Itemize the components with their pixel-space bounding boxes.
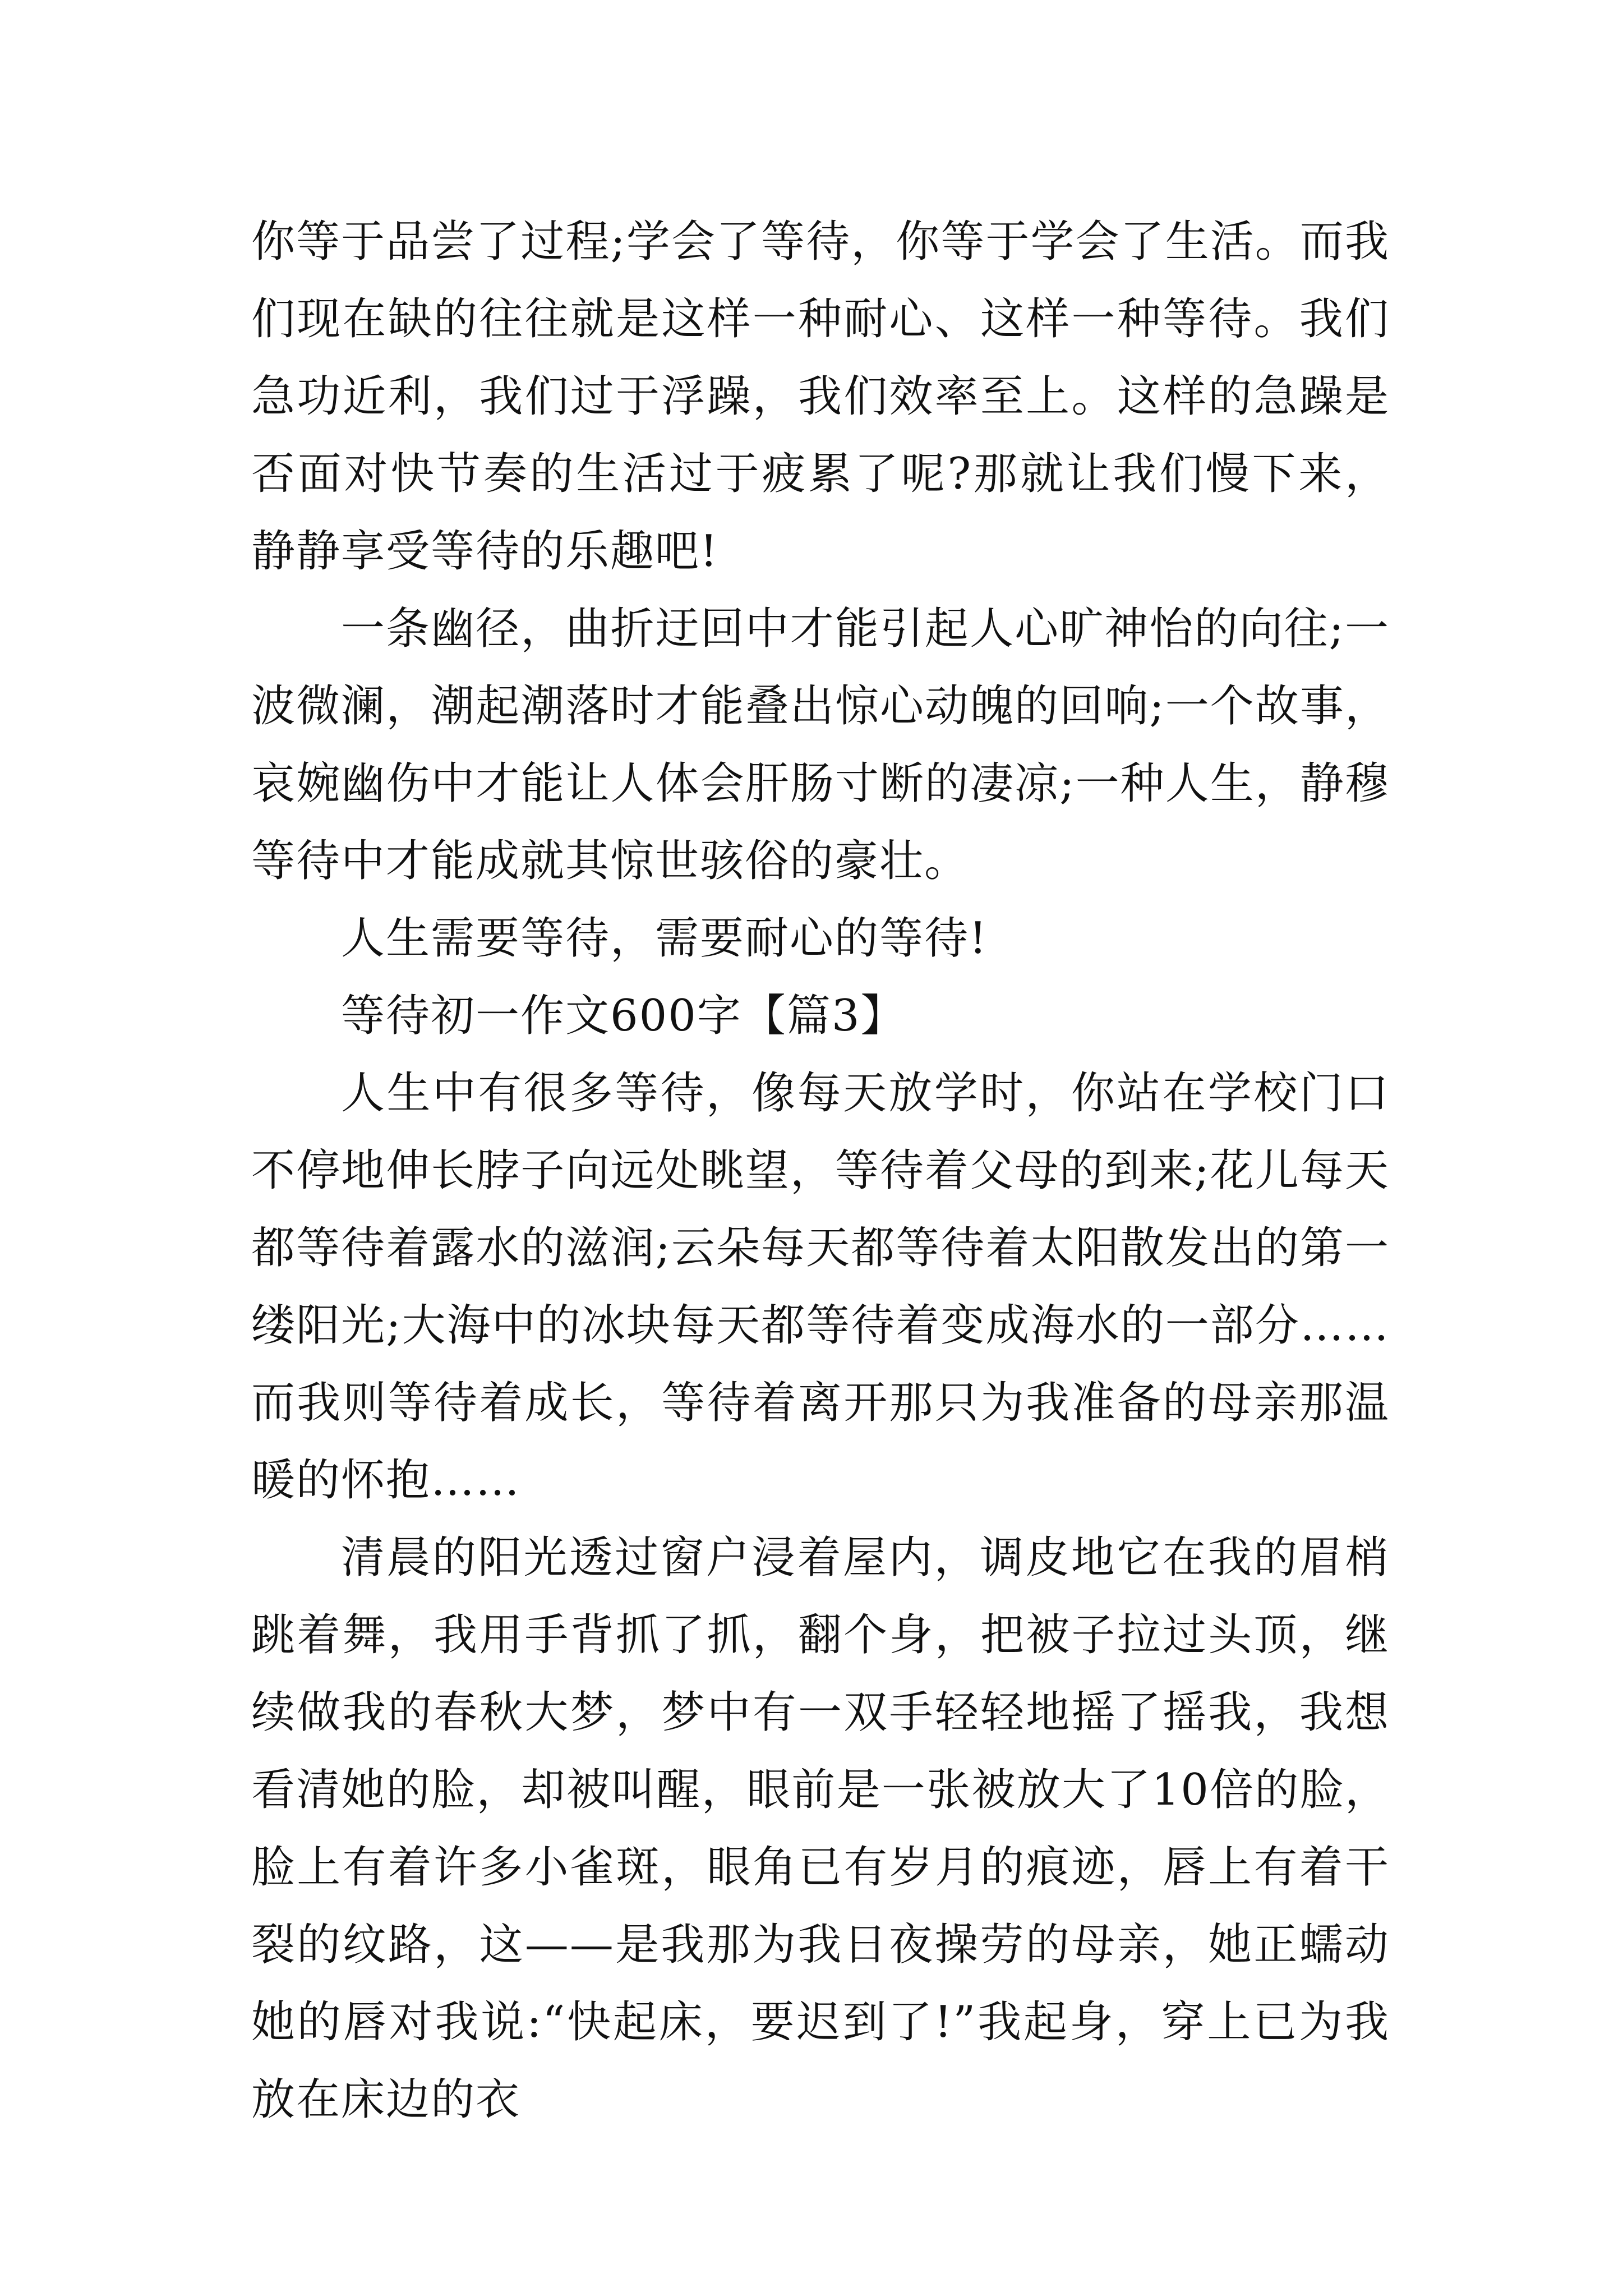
paragraph-1: 你等于品尝了过程;学会了等待，你等于学会了生活。而我们现在缺的往往就是这样一种耐心、这样一种等待。我们急功近利，我们过于浮躁，我们效率至上。这样的急躁是否面对快节奏的生活过于疲累了呢?那就让我们慢下来，静静享受等待的乐趣吧! <box>251 217 1390 577</box>
section-heading: 等待初一作文600字【篇3】 <box>341 991 906 1041</box>
paragraph-3: 人生需要等待，需要耐心的等待! <box>341 913 988 964</box>
document-body <box>251 203 1390 2138</box>
paragraph-5: 人生中有很多等待，像每天放学时，你站在学校门口不停地伸长脖子向远处眺望，等待着父母的到来;花儿每天都等待着露水的滋润;云朵每天都等待着太阳散发出的第一缕阳光;大海中的冰块每天都等待着变成海水的一部分……而我则等待着成长，等待着离开那只为我准备的母亲那温暖的怀抱…… <box>251 1068 1390 1506</box>
paragraph-2: 一条幽径，曲折迂回中才能引起人心旷神怡的向往;一波微澜，潮起潮落时才能叠出惊心动魄的回响;一个故事，哀婉幽伤中才能让人体会肝肠寸断的凄凉;一种人生，静穆等待中才能成就其惊世骇俗的豪壮。 <box>251 604 1390 886</box>
paragraph-6: 清晨的阳光透过窗户浸着屋内，调皮地它在我的眉梢跳着舞，我用手背抓了抓，翻个身，把被子拉过头顶，继续做我的春秋大梦，梦中有一双手轻轻地摇了摇我，我想看清她的脸，却被叫醒，眼前是一张被放大了10倍的脸，脸上有着许多小雀斑，眼角已有岁月的痕迹，唇上有着干裂的纹路，这——是我那为我日夜操劳的母亲，她正蠕动她的唇对我说:“快起床，要迟到了!”我起身，穿上已为我放在床边的衣 <box>251 1533 1390 2125</box>
